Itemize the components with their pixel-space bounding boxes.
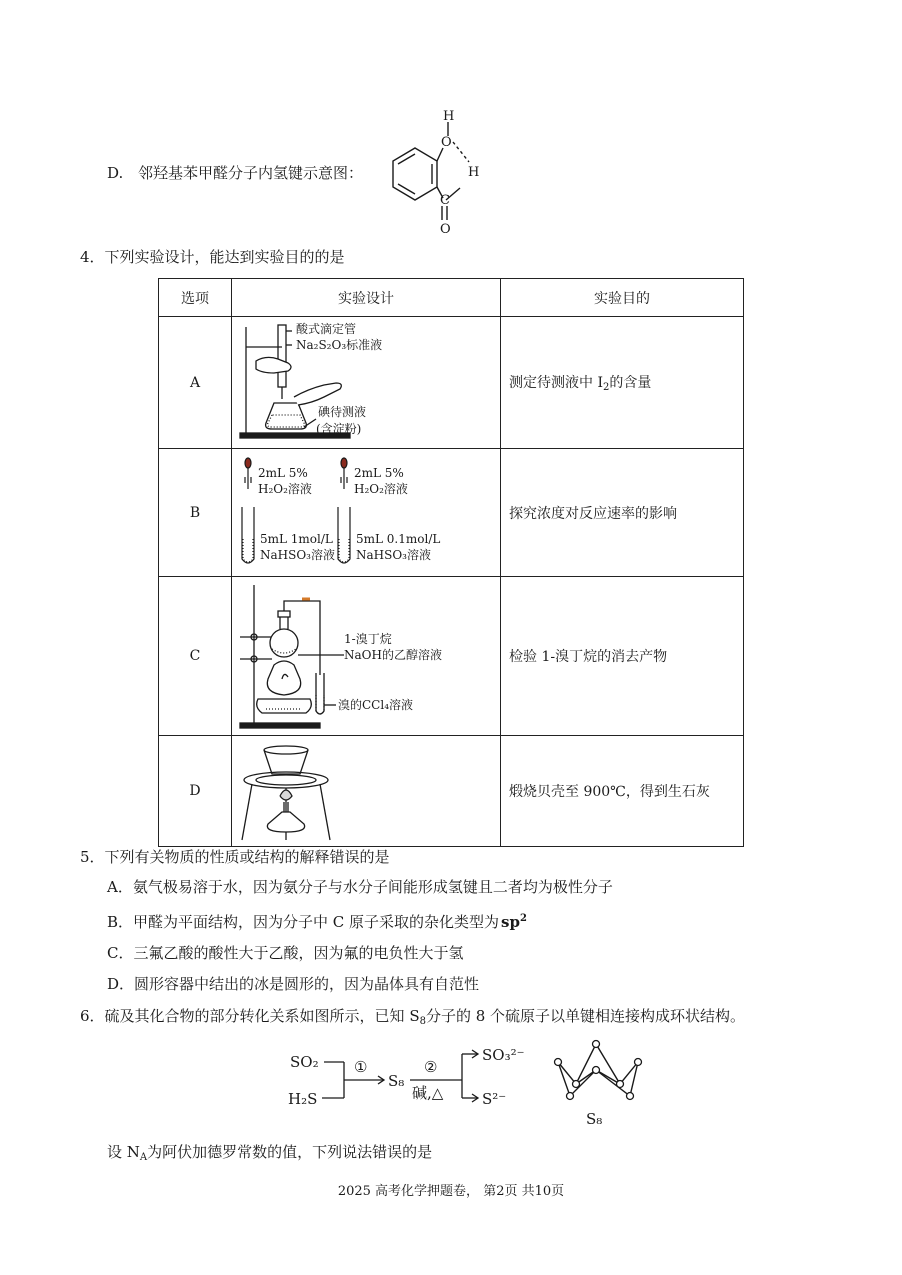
label-h2o2-conc-2: 2mL 5% bbox=[354, 466, 404, 480]
table-row bbox=[159, 449, 744, 577]
mol-c: C bbox=[440, 193, 450, 208]
mol-h-right: H bbox=[468, 165, 480, 180]
q5-option-c: C．三氟乙酸的酸性大于乙酸，因为氟的电负性大于氢 bbox=[107, 944, 464, 962]
experiment-table bbox=[158, 278, 744, 847]
label-bromobutane: 1-溴丁烷 bbox=[344, 632, 392, 646]
scheme-so2: SO₂ bbox=[290, 1053, 319, 1071]
table-header-row bbox=[159, 279, 744, 317]
table-row bbox=[159, 736, 744, 847]
label-nahso3-conc-2: 5mL 0.1mol/L bbox=[356, 532, 441, 546]
label-h2o2-conc-1: 2mL 5% bbox=[258, 466, 308, 480]
q6-stem: 6．硫及其化合物的部分转化关系如图所示，已知 $S_8$分子的 8 个硫原子以单键相连接构成环状结构。 bbox=[80, 1007, 746, 1027]
design-b bbox=[232, 449, 501, 577]
q5-stem-text: 下列有关物质的性质或结构的解释错误的是 bbox=[104, 848, 390, 866]
label-naoh-ethanol: NaOH的乙醇溶液 bbox=[344, 648, 442, 662]
label-thiosulfate: Na₂S₂O₃标准液 bbox=[296, 338, 383, 352]
label-iodine-sample: 碘待测液 bbox=[318, 405, 367, 419]
scheme-condition: 碱,△ bbox=[412, 1084, 444, 1102]
purpose-c: 检验 1-溴丁烷的消去产物 bbox=[501, 577, 744, 736]
mol-o-bottom: O bbox=[440, 222, 451, 237]
page-footer: 2025 高考化学押题卷， 第2页 共10页 bbox=[337, 1184, 565, 1199]
q5-stem bbox=[80, 847, 390, 867]
q5-option-a: A．氨气极易溶于水，因为氨分子与水分子间能形成氢键且二者均为极性分子 bbox=[107, 878, 613, 896]
titration-apparatus bbox=[232, 317, 500, 448]
header-option: 选项 bbox=[159, 279, 232, 317]
design-a bbox=[232, 317, 501, 449]
design-d bbox=[232, 736, 501, 847]
label-bromine-ccl4: 溴的CCl₄溶液 bbox=[338, 698, 414, 712]
label-nahso3-2: NaHSO₃溶液 bbox=[356, 548, 431, 562]
ring-label: S₈ bbox=[586, 1110, 603, 1128]
label-h2o2-1: H₂O₂溶液 bbox=[258, 482, 312, 496]
label-burette: 酸式滴定管 bbox=[296, 322, 357, 336]
scheme-s2: S²⁻ bbox=[482, 1090, 507, 1108]
mol-h-top: H bbox=[443, 109, 455, 124]
scheme-step1: ① bbox=[354, 1058, 368, 1076]
label-h2o2-2: H₂O₂溶液 bbox=[354, 482, 408, 496]
q4-number: 4． bbox=[80, 248, 105, 266]
option-d: D bbox=[159, 736, 232, 847]
purpose-b: 探究浓度对反应速率的影响 bbox=[501, 449, 744, 577]
purpose-d: 煅烧贝壳至 900℃，得到生石灰 bbox=[501, 736, 744, 847]
q6-follow-up: 设 $N_A$为阿伏加德罗常数的值，下列说法错误的是 bbox=[107, 1143, 433, 1163]
q4-stem bbox=[80, 247, 345, 267]
elimination-apparatus bbox=[232, 577, 500, 735]
q3-option-d bbox=[107, 163, 363, 183]
salicylaldehyde-hbond-diagram bbox=[365, 100, 505, 240]
q4-stem-text: 下列实验设计，能达到实验目的的是 bbox=[104, 248, 345, 266]
s8-ring-diagram bbox=[550, 1036, 650, 1132]
q3-option-d-label: D. bbox=[107, 164, 124, 182]
scheme-h2s: H₂S bbox=[288, 1090, 318, 1108]
crucible-heating-apparatus bbox=[232, 736, 500, 846]
header-purpose: 实验目的 bbox=[501, 279, 744, 317]
q6-number: 6． bbox=[80, 1007, 105, 1025]
design-c bbox=[232, 577, 501, 736]
table-row bbox=[159, 317, 744, 449]
table-row bbox=[159, 577, 744, 736]
option-c: C bbox=[159, 577, 232, 736]
purpose-a: 测定待测液中 $I_2$的含量 bbox=[501, 317, 744, 449]
label-nahso3-conc-1: 5mL 1mol/L bbox=[260, 532, 333, 546]
q5-number: 5． bbox=[80, 848, 105, 866]
scheme-so3: SO₃²⁻ bbox=[482, 1046, 525, 1064]
sulfur-conversion-scheme bbox=[282, 1036, 542, 1116]
q5-option-d: D．圆形容器中结出的冰是圆形的，因为晶体具有自范性 bbox=[107, 975, 480, 993]
mol-o: O bbox=[441, 135, 452, 150]
option-a: A bbox=[159, 317, 232, 449]
option-b: B bbox=[159, 449, 232, 577]
scheme-s8: S₈ bbox=[388, 1072, 405, 1090]
q5-option-b: B．甲醛为平面结构，因为分子中 C 原子采取的杂化类型为 $sp^2$ bbox=[107, 913, 527, 931]
scheme-step2: ② bbox=[424, 1058, 438, 1076]
header-design: 实验设计 bbox=[232, 279, 501, 317]
label-nahso3-1: NaHSO₃溶液 bbox=[260, 548, 335, 562]
q3-option-d-text: 邻羟基苯甲醛分子内氢键示意图： bbox=[138, 164, 364, 182]
test-tube-apparatus bbox=[232, 449, 500, 576]
label-starch: (含淀粉) bbox=[316, 422, 362, 436]
